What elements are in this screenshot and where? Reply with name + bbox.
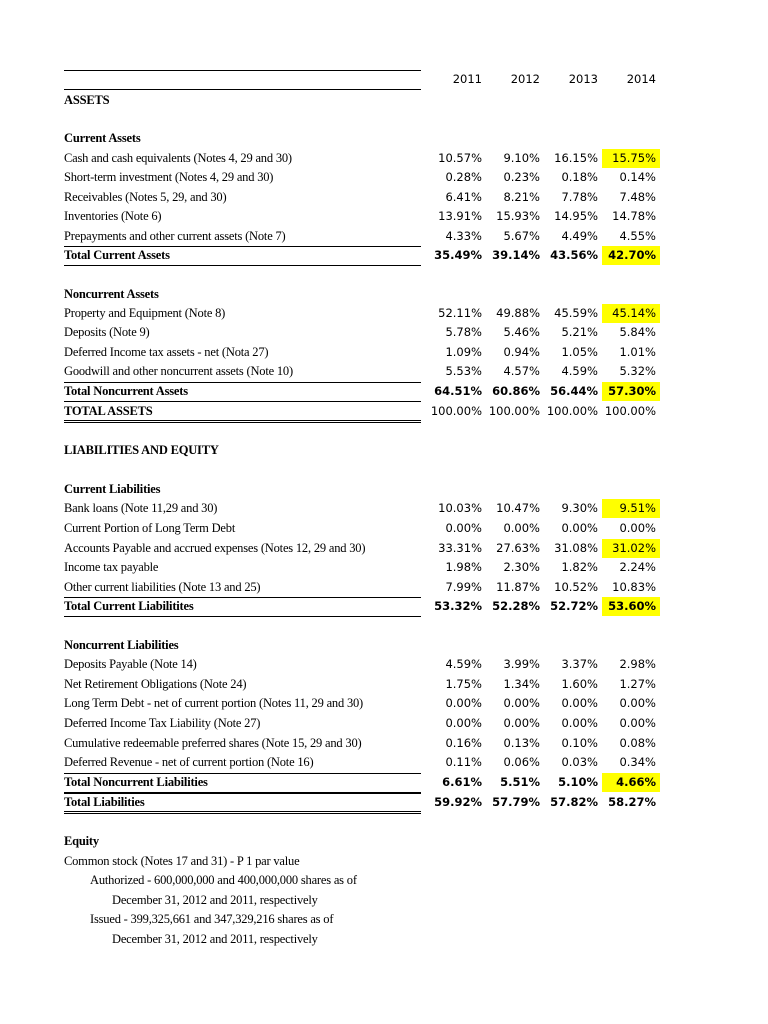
value-cell[interactable]: 64.51% — [434, 384, 482, 398]
value-cell[interactable]: 53.32% — [434, 599, 482, 613]
table-row — [0, 578, 768, 597]
value-cell[interactable]: 1.75% — [445, 677, 482, 691]
value-cell[interactable]: 42.70% — [602, 246, 660, 265]
table-row — [0, 519, 768, 538]
value-cell[interactable]: 5.21% — [561, 325, 598, 339]
table-row — [0, 832, 768, 851]
value-cell[interactable]: 45.14% — [602, 304, 660, 323]
value-cell[interactable]: 49.88% — [496, 306, 540, 320]
value-cell[interactable]: 5.53% — [445, 364, 482, 378]
table-row — [0, 362, 768, 381]
value-cell[interactable]: 4.49% — [561, 229, 598, 243]
table-row — [0, 558, 768, 577]
value-cell[interactable]: 60.86% — [492, 384, 540, 398]
value-cell[interactable]: 0.00% — [561, 716, 598, 730]
table-row — [0, 636, 768, 655]
value-cell[interactable]: 57.30% — [602, 382, 660, 401]
value-cell[interactable]: 0.14% — [619, 170, 656, 184]
row-label[interactable]: Total Noncurrent Liabilities — [64, 775, 208, 789]
table-row — [0, 499, 768, 518]
row-label[interactable]: Total Liabilities — [64, 795, 145, 809]
value-cell[interactable]: 59.92% — [434, 795, 482, 809]
row-label[interactable]: Deferred Income tax assets - net (Nota 27) — [64, 345, 269, 359]
value-cell[interactable]: 43.56% — [550, 248, 598, 262]
value-cell[interactable]: 1.01% — [619, 345, 656, 359]
value-cell[interactable]: 0.00% — [619, 716, 656, 730]
row-label[interactable]: Income tax payable — [64, 560, 159, 574]
value-cell[interactable]: 7.48% — [619, 190, 656, 204]
value-cell[interactable]: 8.21% — [503, 190, 540, 204]
value-cell[interactable]: 9.51% — [602, 499, 660, 518]
table-row — [0, 891, 768, 910]
value-cell[interactable]: 2.98% — [619, 657, 656, 671]
table-row — [0, 91, 768, 110]
table-row — [0, 793, 768, 812]
table-row — [0, 694, 768, 713]
value-cell[interactable]: 3.37% — [561, 657, 598, 671]
value-cell[interactable]: 14.95% — [554, 209, 598, 223]
row-label[interactable]: December 31, 2012 and 2011, respectively — [112, 932, 318, 946]
value-cell[interactable]: 5.32% — [619, 364, 656, 378]
value-cell[interactable]: 100.00% — [604, 404, 656, 418]
value-cell[interactable]: 9.10% — [503, 151, 540, 165]
value-cell[interactable]: 15.75% — [602, 149, 660, 168]
value-cell[interactable]: 3.99% — [503, 657, 540, 671]
row-label[interactable]: Long Term Debt - net of current portion (Notes 11, 29 and 30) — [64, 696, 364, 710]
value-cell[interactable]: 0.08% — [619, 736, 656, 750]
value-cell[interactable]: 4.59% — [561, 364, 598, 378]
row-label[interactable]: Cash and cash equivalents (Notes 4, 29 and 30) — [64, 151, 292, 165]
rule-line — [64, 616, 421, 617]
table-row — [0, 304, 768, 323]
value-cell[interactable]: 0.13% — [503, 736, 540, 750]
table-row — [0, 539, 768, 558]
value-cell[interactable]: 5.51% — [500, 775, 540, 789]
value-cell[interactable]: 0.16% — [445, 736, 482, 750]
value-cell[interactable]: 35.49% — [434, 248, 482, 262]
row-label[interactable]: Bank loans (Note 11,29 and 30) — [64, 501, 218, 515]
row-label[interactable]: Noncurrent Assets — [64, 287, 159, 301]
value-cell[interactable]: 52.11% — [438, 306, 482, 320]
table-row — [0, 655, 768, 674]
row-label[interactable]: Accounts Payable and accrued expenses (Notes 12, 29 and 30) — [64, 541, 366, 555]
value-cell[interactable]: 0.00% — [445, 716, 482, 730]
value-cell[interactable]: 10.83% — [612, 580, 656, 594]
row-label[interactable]: Noncurrent Liabilities — [64, 638, 179, 652]
row-label[interactable]: LIABILITIES AND EQUITY — [64, 443, 219, 457]
row-label[interactable]: ASSETS — [64, 93, 110, 107]
value-cell[interactable]: 39.14% — [492, 248, 540, 262]
value-cell[interactable]: 100.00% — [546, 404, 598, 418]
table-row — [0, 285, 768, 304]
value-cell[interactable]: 1.82% — [561, 560, 598, 574]
value-cell[interactable]: 0.00% — [619, 696, 656, 710]
table-row — [0, 773, 768, 792]
table-row — [0, 149, 768, 168]
table-row — [0, 323, 768, 342]
value-cell[interactable]: 57.79% — [492, 795, 540, 809]
value-cell[interactable]: 0.23% — [503, 170, 540, 184]
table-row — [0, 910, 768, 929]
table-row — [0, 343, 768, 362]
row-label[interactable]: Total Current Assets — [64, 248, 170, 262]
year-header[interactable]: 2012 — [510, 72, 540, 86]
value-cell[interactable]: 0.34% — [619, 755, 656, 769]
value-cell[interactable]: 4.55% — [619, 229, 656, 243]
row-label[interactable]: Total Noncurrent Assets — [64, 384, 188, 398]
double-rule-line — [64, 420, 421, 423]
value-cell[interactable]: 6.41% — [445, 190, 482, 204]
table-row — [0, 227, 768, 246]
table-row — [0, 480, 768, 499]
row-label[interactable]: Deposits Payable (Note 14) — [64, 657, 197, 671]
value-cell[interactable]: 10.03% — [438, 501, 482, 515]
row-label[interactable]: Net Retirement Obligations (Note 24) — [64, 677, 247, 691]
row-label[interactable]: Goodwill and other noncurrent assets (Note 10) — [64, 364, 293, 378]
row-label[interactable]: Current Portion of Long Term Debt — [64, 521, 236, 535]
value-cell[interactable]: 1.60% — [561, 677, 598, 691]
table-row — [0, 441, 768, 460]
value-cell[interactable]: 0.00% — [503, 521, 540, 535]
value-cell[interactable]: 5.46% — [503, 325, 540, 339]
row-label[interactable]: Receivables (Notes 5, 29, and 30) — [64, 190, 227, 204]
value-cell[interactable]: 14.78% — [612, 209, 656, 223]
year-header[interactable]: 2011 — [452, 72, 482, 86]
row-label[interactable]: Current Assets — [64, 131, 141, 145]
row-label[interactable]: Deferred Revenue - net of current portion (Note 16) — [64, 755, 314, 769]
value-cell[interactable]: 2.30% — [503, 560, 540, 574]
value-cell[interactable]: 33.31% — [438, 541, 482, 555]
value-cell[interactable]: 0.00% — [503, 716, 540, 730]
row-label[interactable]: Deposits (Note 9) — [64, 325, 150, 339]
value-cell[interactable]: 0.00% — [445, 696, 482, 710]
row-label[interactable]: Deferred Income Tax Liability (Note 27) — [64, 716, 261, 730]
table-row — [0, 246, 768, 265]
value-cell[interactable]: 0.06% — [503, 755, 540, 769]
table-row — [0, 188, 768, 207]
table-row — [0, 402, 768, 421]
value-cell[interactable]: 52.72% — [550, 599, 598, 613]
year-header[interactable]: 2013 — [568, 72, 598, 86]
rule-line — [64, 382, 421, 383]
row-label[interactable]: Inventories (Note 6) — [64, 209, 162, 223]
value-cell[interactable]: 56.44% — [550, 384, 598, 398]
value-cell[interactable]: 7.78% — [561, 190, 598, 204]
value-cell[interactable]: 53.60% — [602, 597, 660, 616]
table-row — [0, 675, 768, 694]
value-cell[interactable]: 4.59% — [445, 657, 482, 671]
value-cell[interactable]: 5.67% — [503, 229, 540, 243]
value-cell[interactable]: 45.59% — [554, 306, 598, 320]
value-cell[interactable]: 0.00% — [561, 521, 598, 535]
value-cell[interactable]: 0.00% — [503, 696, 540, 710]
year-header[interactable]: 2014 — [626, 72, 656, 86]
value-cell[interactable]: 5.84% — [619, 325, 656, 339]
table-row — [0, 207, 768, 226]
value-cell[interactable]: 4.33% — [445, 229, 482, 243]
value-cell[interactable]: 10.52% — [554, 580, 598, 594]
row-label[interactable]: Authorized - 600,000,000 and 400,000,000 shares as of — [90, 873, 357, 887]
value-cell[interactable]: 0.28% — [445, 170, 482, 184]
rule-line — [64, 265, 421, 266]
value-cell[interactable]: 10.57% — [438, 151, 482, 165]
year-header-row — [0, 70, 768, 89]
row-label[interactable]: Short-term investment (Notes 4, 29 and 30) — [64, 170, 274, 184]
value-cell[interactable]: 7.99% — [445, 580, 482, 594]
value-cell[interactable]: 0.11% — [445, 755, 482, 769]
value-cell[interactable]: 15.93% — [496, 209, 540, 223]
table-row — [0, 871, 768, 890]
value-cell[interactable]: 4.57% — [503, 364, 540, 378]
value-cell[interactable]: 1.27% — [619, 677, 656, 691]
rule-line — [64, 246, 421, 247]
value-cell[interactable]: 0.18% — [561, 170, 598, 184]
double-rule-line — [64, 811, 421, 814]
row-label[interactable]: Common stock (Notes 17 and 31) - P 1 par value — [64, 854, 300, 868]
row-label[interactable]: Total Current Liabilitites — [64, 599, 194, 613]
value-cell[interactable]: 52.28% — [492, 599, 540, 613]
row-label[interactable]: Current Liabilities — [64, 482, 161, 496]
table-row — [0, 930, 768, 949]
row-label[interactable]: Property and Equipment (Note 8) — [64, 306, 226, 320]
table-row — [0, 753, 768, 772]
value-cell[interactable]: 4.66% — [602, 773, 660, 792]
value-cell[interactable]: 16.15% — [554, 151, 598, 165]
row-label[interactable]: Equity — [64, 834, 99, 848]
value-cell[interactable]: 1.98% — [445, 560, 482, 574]
value-cell[interactable]: 5.10% — [558, 775, 598, 789]
row-label[interactable]: Cumulative redeemable preferred shares (Note 15, 29 and 30) — [64, 736, 362, 750]
value-cell[interactable]: 0.00% — [561, 696, 598, 710]
value-cell[interactable]: 1.34% — [503, 677, 540, 691]
value-cell[interactable]: 9.30% — [561, 501, 598, 515]
value-cell[interactable]: 13.91% — [438, 209, 482, 223]
value-cell[interactable]: 1.05% — [561, 345, 598, 359]
value-cell[interactable]: 0.03% — [561, 755, 598, 769]
row-label[interactable]: TOTAL ASSETS — [64, 404, 153, 418]
value-cell[interactable]: 27.63% — [496, 541, 540, 555]
row-label[interactable]: Prepayments and other current assets (Note 7) — [64, 229, 286, 243]
value-cell[interactable]: 11.87% — [496, 580, 540, 594]
table-row — [0, 734, 768, 753]
table-row — [0, 382, 768, 401]
value-cell[interactable]: 100.00% — [430, 404, 482, 418]
value-cell[interactable]: 0.00% — [445, 521, 482, 535]
table-row — [0, 129, 768, 148]
value-cell[interactable]: 57.82% — [550, 795, 598, 809]
value-cell[interactable]: 5.78% — [445, 325, 482, 339]
rule-line — [64, 773, 421, 774]
row-label[interactable]: December 31, 2012 and 2011, respectively — [112, 893, 318, 907]
table-row — [0, 714, 768, 733]
value-cell[interactable]: 0.10% — [561, 736, 598, 750]
value-cell[interactable]: 10.47% — [496, 501, 540, 515]
value-cell[interactable]: 0.00% — [619, 521, 656, 535]
rule-line — [64, 597, 421, 598]
header-bottom-rule — [64, 89, 421, 90]
table-row — [0, 852, 768, 871]
value-cell[interactable]: 2.24% — [619, 560, 656, 574]
value-cell[interactable]: 31.02% — [602, 539, 660, 558]
value-cell[interactable]: 100.00% — [488, 404, 540, 418]
table-row — [0, 597, 768, 616]
value-cell[interactable]: 6.61% — [442, 775, 482, 789]
value-cell[interactable]: 31.08% — [554, 541, 598, 555]
value-cell[interactable]: 58.27% — [608, 795, 656, 809]
table-row — [0, 168, 768, 187]
value-cell[interactable]: 1.09% — [445, 345, 482, 359]
row-label[interactable]: Issued - 399,325,661 and 347,329,216 shares as of — [90, 912, 334, 926]
rule-line — [64, 793, 421, 794]
row-label[interactable]: Other current liabilities (Note 13 and 25) — [64, 580, 261, 594]
value-cell[interactable]: 0.94% — [503, 345, 540, 359]
